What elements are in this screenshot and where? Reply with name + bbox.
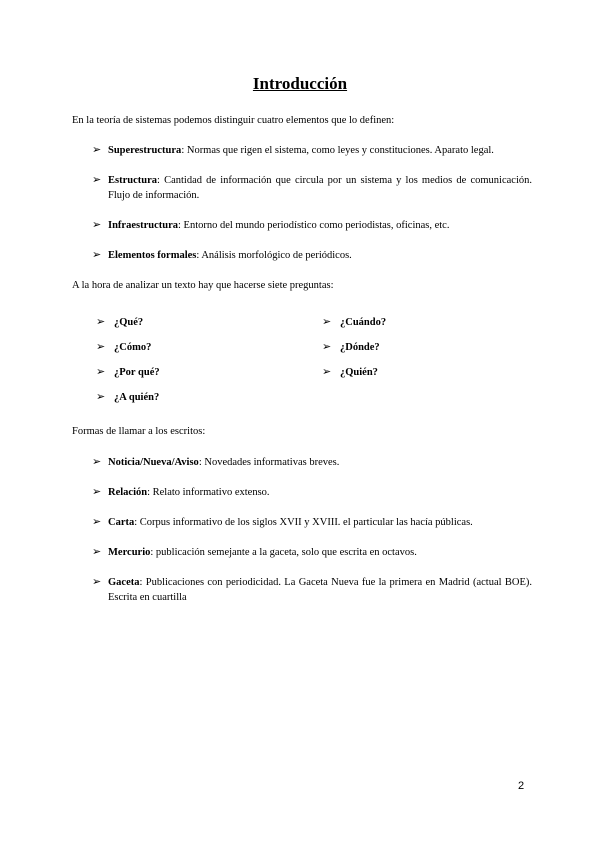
arrow-bullet-icon: ➢ [322, 341, 332, 353]
description: : Normas que rigen el sistema, como leyes y constituciones. Aparato legal. [181, 145, 494, 156]
intro-paragraph: En la teoría de sistemas podemos distinguir cuatro elementos que lo definen: [72, 115, 395, 126]
arrow-bullet-icon: ➢ [92, 516, 102, 528]
question-text: ¿Cuándo? [340, 317, 387, 328]
description: : Corpus informativo de los siglos XVII y XVIII. el particular las hacía públicas. [134, 517, 473, 528]
arrow-bullet-icon: ➢ [96, 341, 106, 353]
arrow-bullet-icon: ➢ [92, 546, 102, 558]
list-item-noticia [92, 455, 532, 470]
description: : Publicaciones con periodicidad. La Gaceta Nueva fue la primera en Madrid (actual BOE). Escrita en cuartilla [108, 577, 532, 603]
list-item-infraestructura [92, 218, 532, 233]
arrow-bullet-icon: ➢ [322, 366, 332, 378]
arrow-bullet-icon: ➢ [96, 391, 106, 403]
term: Carta [108, 517, 135, 528]
question-text: ¿Por qué? [114, 367, 160, 378]
description: : Análisis morfológico de periódicos. [196, 250, 352, 261]
term: Infraestructura [108, 220, 178, 231]
question-text: ¿Qué? [114, 317, 144, 328]
arrow-bullet-icon: ➢ [92, 576, 102, 588]
description: : Relato informativo extenso. [147, 487, 270, 498]
term: Gaceta [108, 577, 140, 588]
question-text: ¿Dónde? [340, 342, 380, 353]
question-donde [322, 340, 380, 355]
term: Relación [108, 487, 148, 498]
arrow-bullet-icon: ➢ [96, 316, 106, 328]
question-a-quien [96, 390, 159, 405]
page-number: 2 [518, 780, 525, 792]
description: : publicación semejante a la gaceta, solo que escrita en octavos. [150, 547, 417, 558]
question-cuando [322, 315, 386, 330]
term: Mercurio [108, 547, 151, 558]
question-text: ¿Cómo? [114, 342, 152, 353]
arrow-bullet-icon: ➢ [92, 249, 102, 261]
arrow-bullet-icon: ➢ [92, 486, 102, 498]
page-title: Introducción [252, 74, 348, 93]
description: : Novedades informativas breves. [198, 457, 340, 468]
list-item-superestructura [92, 143, 532, 158]
question-como [96, 340, 151, 355]
writings-paragraph: Formas de llamar a los escritos: [72, 426, 206, 437]
arrow-bullet-icon: ➢ [322, 316, 332, 328]
term: Elementos formales [108, 250, 197, 261]
list-item-relacion [92, 485, 532, 500]
arrow-bullet-icon: ➢ [92, 456, 102, 468]
description: : Entorno del mundo periodístico como periodistas, oficinas, etc. [177, 220, 450, 231]
arrow-bullet-icon: ➢ [92, 219, 102, 231]
question-text: ¿A quién? [114, 392, 160, 403]
arrow-bullet-icon: ➢ [92, 174, 102, 186]
list-item-mercurio [92, 545, 532, 560]
term: Superestructura [108, 145, 182, 156]
question-text: ¿Quién? [340, 367, 378, 378]
question-que [96, 315, 143, 330]
list-item-estructura [92, 173, 532, 203]
arrow-bullet-icon: ➢ [96, 366, 106, 378]
description: : Cantidad de información que circula por un sistema y los medios de comunicación. Flujo de información. [108, 175, 532, 201]
questions-paragraph: A la hora de analizar un texto hay que hacerse siete preguntas: [72, 280, 334, 291]
list-item-carta [92, 515, 532, 530]
arrow-bullet-icon: ➢ [92, 144, 102, 156]
question-por-que [96, 365, 160, 380]
question-quien [322, 365, 378, 380]
term: Noticia/Nueva/Aviso [108, 457, 199, 468]
term: Estructura [108, 175, 157, 186]
list-item-gaceta [92, 575, 532, 605]
list-item-elementos-formales [92, 248, 532, 263]
